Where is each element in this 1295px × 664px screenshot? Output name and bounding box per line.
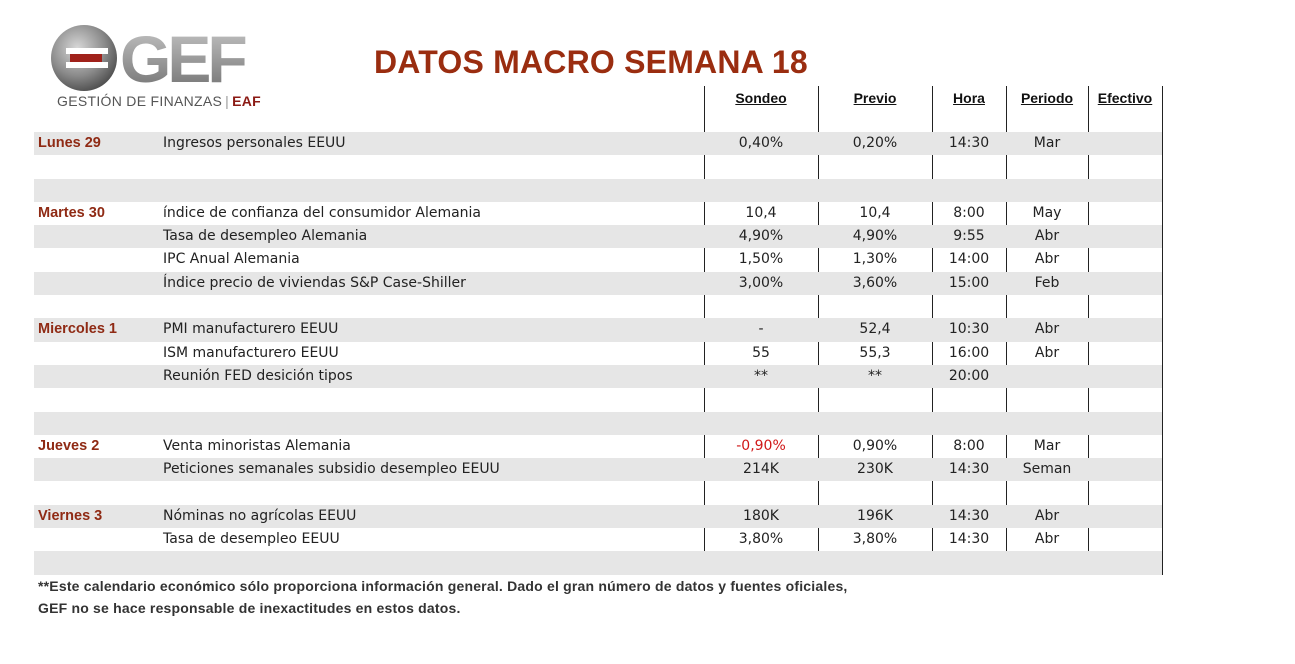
logo-subtitle-text: GESTIÓN DE FINANZAS: [57, 93, 223, 109]
row-hora-value: 8:00: [953, 437, 985, 454]
row-day: Martes 30: [38, 204, 105, 221]
table-row: [34, 388, 1162, 411]
row-sondeo-value: 4,90%: [738, 228, 784, 245]
table-row: [34, 272, 1162, 295]
table-row: [34, 155, 1162, 178]
row-indicator-name: ISM manufacturero EEUU: [163, 344, 339, 361]
svg-text:GEF: GEF: [120, 22, 244, 94]
table-row: [34, 481, 1162, 504]
table-row: [34, 435, 1162, 458]
row-hora-value: 15:00: [948, 274, 990, 291]
table-row: [34, 295, 1162, 318]
row-indicator-name: PMI manufacturero EEUU: [163, 321, 339, 338]
table-row: [34, 225, 1162, 248]
row-previo-value: 52,4: [859, 321, 891, 338]
row-previo-value: 1,30%: [852, 251, 898, 268]
row-sondeo-value: -0,90%: [736, 437, 786, 454]
gef-logo-icon: [48, 22, 268, 94]
row-periodo-value: Seman: [1022, 461, 1072, 478]
row-sondeo-value: 214K: [743, 461, 779, 478]
row-indicator-name: Peticiones semanales subsidio desempleo EEUU: [163, 461, 500, 478]
macro-data-table: [34, 132, 1162, 575]
row-hora-value: 8:00: [953, 204, 985, 221]
row-hora-value: 20:00: [948, 367, 990, 384]
row-periodo-value: Feb: [1034, 274, 1060, 291]
row-periodo-value: Abr: [1034, 507, 1060, 524]
row-hora-value: 10:30: [948, 321, 990, 338]
row-sondeo-value: 3,80%: [738, 531, 784, 548]
row-sondeo-value: 180K: [743, 507, 779, 524]
row-indicator-name: Tasa de desempleo EEUU: [163, 531, 340, 548]
table-row: [34, 412, 1162, 435]
row-previo-value: 196K: [857, 507, 893, 524]
table-row: [34, 551, 1162, 574]
row-hora-value: 14:30: [948, 507, 990, 524]
header-hora: Hora: [953, 90, 985, 106]
row-hora-value: 14:30: [948, 135, 990, 151]
row-previo-value: **: [868, 367, 882, 384]
row-hora-value: 9:55: [953, 228, 985, 245]
header-sondeo: Sondeo: [735, 90, 787, 106]
logo-eaf: EAF: [232, 93, 262, 109]
row-periodo-value: Mar: [1033, 135, 1061, 151]
row-sondeo-value: 0,40%: [738, 135, 784, 151]
row-periodo-value: Mar: [1033, 437, 1061, 454]
row-periodo-value: Abr: [1034, 228, 1060, 245]
footnote-line-1: **Este calendario económico sólo proporciona información general. Dado el gran número de datos y fuentes oficiales,: [38, 578, 848, 594]
row-indicator-name: Nóminas no agrícolas EEUU: [163, 507, 357, 524]
row-indicator-name: Ingresos personales EEUU: [163, 135, 346, 151]
logo-separator: |: [225, 93, 230, 109]
column-divider: [1162, 86, 1163, 575]
row-hora-value: 14:00: [948, 251, 990, 268]
table-row: [34, 248, 1162, 271]
row-day: Jueves 2: [38, 437, 100, 454]
row-periodo-value: Abr: [1034, 251, 1060, 268]
row-sondeo-value: 3,00%: [738, 274, 784, 291]
row-indicator-name: Índice precio de viviendas S&P Case-Shiller: [163, 274, 466, 291]
row-previo-value: 10,4: [859, 204, 891, 221]
row-hora-value: 14:30: [948, 461, 990, 478]
footnote-line-2: GEF no se hace responsable de inexactitudes en estos datos.: [38, 600, 461, 616]
row-previo-value: 0,20%: [852, 135, 898, 151]
table-row: [34, 528, 1162, 551]
row-hora-value: 16:00: [948, 344, 990, 361]
row-day: Lunes 29: [38, 135, 101, 151]
table-row: [34, 179, 1162, 202]
row-indicator-name: índice de confianza del consumidor Alemania: [163, 204, 482, 221]
row-day: Viernes 3: [38, 507, 103, 524]
row-periodo-value: Abr: [1034, 344, 1060, 361]
row-day: Miercoles 1: [38, 321, 117, 338]
table-row: [34, 505, 1162, 528]
table-row: [34, 132, 1162, 155]
header-periodo: Periodo: [1020, 90, 1074, 106]
row-periodo-value: Abr: [1034, 531, 1060, 548]
row-previo-value: 3,60%: [852, 274, 898, 291]
row-previo-value: 55,3: [859, 344, 891, 361]
row-indicator-name: IPC Anual Alemania: [163, 251, 300, 268]
row-indicator-name: Reunión FED desición tipos: [163, 367, 353, 384]
row-hora-value: 14:30: [948, 531, 990, 548]
table-row: [34, 365, 1162, 388]
row-indicator-name: Tasa de desempleo Alemania: [163, 228, 368, 245]
table-row: [34, 202, 1162, 225]
page-title: DATOS MACRO SEMANA 18: [374, 44, 808, 80]
table-row: [34, 458, 1162, 481]
table-row: [34, 342, 1162, 365]
row-previo-value: 0,90%: [852, 437, 898, 454]
logo-subtitle: [57, 93, 261, 109]
header-previo: Previo: [853, 90, 897, 106]
row-previo-value: 4,90%: [852, 228, 898, 245]
row-sondeo-value: 55: [752, 344, 770, 361]
row-sondeo-value: **: [754, 367, 768, 384]
row-indicator-name: Venta minoristas Alemania: [163, 437, 351, 454]
row-previo-value: 3,80%: [852, 531, 898, 548]
table-row: [34, 318, 1162, 341]
row-sondeo-value: -: [758, 321, 764, 338]
header-efectivo: Efectivo: [1097, 90, 1153, 106]
row-previo-value: 230K: [857, 461, 893, 478]
row-sondeo-value: 1,50%: [738, 251, 784, 268]
row-sondeo-value: 10,4: [745, 204, 777, 221]
row-periodo-value: May: [1032, 204, 1062, 221]
row-periodo-value: Abr: [1034, 321, 1060, 338]
